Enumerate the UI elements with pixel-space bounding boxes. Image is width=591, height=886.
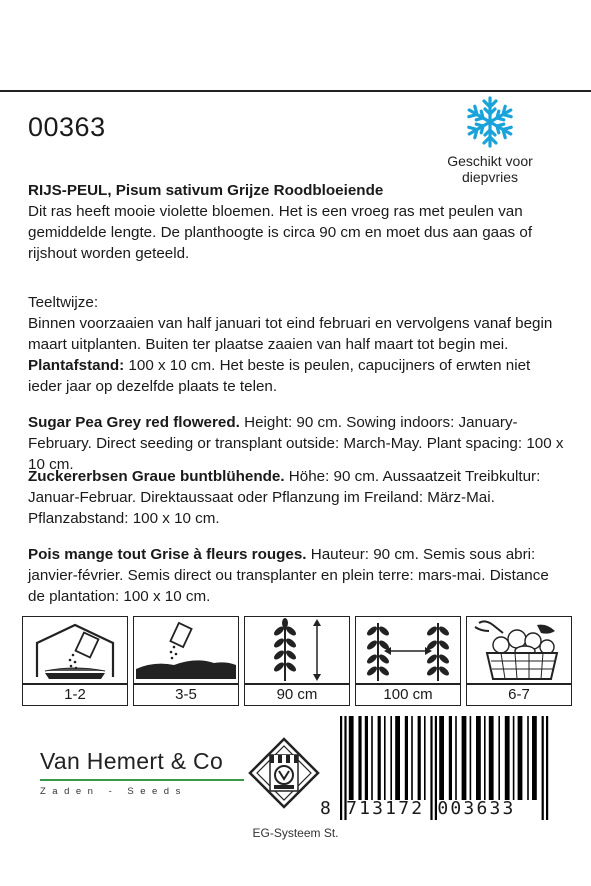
- barcode-bar: [439, 716, 444, 800]
- plant-height-box: [244, 616, 350, 706]
- outdoor-sowing-icon: [134, 617, 238, 683]
- barcode-bar: [378, 716, 381, 800]
- plant-spacing-box: [355, 616, 461, 706]
- barcode-bar: [498, 716, 500, 800]
- vhc-diamond-logo-icon: [248, 737, 320, 809]
- plant-spacing-icon: [356, 617, 460, 683]
- barcode-bar: [390, 716, 392, 800]
- cultivation-icons: [22, 616, 570, 708]
- teeltwijze-heading: Teeltwijze:: [28, 294, 99, 311]
- harvest-label: 6-7: [466, 684, 572, 706]
- barcode-bar: [449, 716, 452, 800]
- harvest-box: [466, 616, 572, 706]
- outdoor-sowing-box: [133, 616, 239, 706]
- plant-height-label: 90 cm: [244, 684, 350, 706]
- teeltwijze-text: Binnen voorzaaien van half januari tot eind februari en vervolgens vanaf begin maart uitplanten. Buiten ter plaatse zaaien van half maart tot begin mei. Plantafstand: 100 x 10 cm. Het beste is peulen, capucijners of erwten niet ieder jaar op dezelfde plaats te telen.: [28, 315, 553, 395]
- barcode-bar: [489, 716, 494, 800]
- brand-name: Van Hemert & Co: [40, 748, 224, 774]
- french-description: Pois mange tout Grise à fleurs rouges. Hauteur: 90 cm. Semis sous abri: janvier-février. Semis direct ou transplanter en plein terre: mars-mai. Distance de plantation: 100 x 10 cm.: [28, 546, 549, 605]
- indoor-sowing-box: [22, 616, 128, 706]
- product-description: Dit ras heeft mooie violette bloemen. Het is een vroeg ras met peulen van gemiddelde lengte. De planthoogte is circa 90 cm en moet dus aan gaas of rijshout worden geteeld.: [28, 203, 533, 262]
- barcode-digits: 8 713172 003633: [320, 798, 516, 819]
- barcode-bar: [358, 716, 361, 800]
- barcode-bar: [513, 716, 515, 800]
- brand-block: [40, 748, 244, 797]
- harvest-basket-icon: [467, 617, 571, 683]
- barcode-bar: [405, 716, 408, 800]
- barcode-bar: [418, 716, 421, 800]
- barcode-bar: [365, 716, 368, 800]
- plant-height-icon: [245, 617, 349, 683]
- english-description: Sugar Pea Grey red flowered. Height: 90 cm. Sowing indoors: January-February. Direct seeding or transplant outside: March-May. Plant spacing: 100 x 10 cm.: [28, 414, 564, 473]
- barcode-bar: [470, 716, 472, 800]
- freezer-label: Geschikt voor diepvries: [447, 153, 533, 185]
- barcode-bar: [484, 716, 486, 800]
- brand-divider: [40, 779, 244, 781]
- certification-text: EG-Systeem St.: [252, 826, 339, 840]
- product-code: 00363: [28, 112, 106, 142]
- plant-spacing-label: 100 cm: [355, 684, 461, 706]
- snowflake-icon: [463, 95, 517, 149]
- outdoor-sowing-label: 3-5: [133, 684, 239, 706]
- barcode-bar: [395, 716, 400, 800]
- barcode-bar: [424, 716, 426, 800]
- barcode-bar: [518, 716, 523, 800]
- barcode-bar: [455, 716, 457, 800]
- barcode-bar: [411, 716, 413, 800]
- freezer-suitable-badge: [420, 95, 560, 185]
- barcode-bar: [476, 716, 481, 800]
- indoor-sowing-icon: [23, 617, 127, 683]
- barcode-bar: [527, 716, 529, 800]
- barcode-bar: [505, 716, 510, 800]
- top-divider: [0, 90, 591, 92]
- indoor-sowing-label: 1-2: [22, 684, 128, 706]
- barcode-bar: [462, 716, 467, 800]
- barcode-bar: [384, 716, 386, 800]
- product-title: RIJS-PEUL, Pisum sativum Grijze Roodbloeiende: [28, 182, 384, 199]
- barcode-bar: [371, 716, 373, 800]
- plantafstand-label: Plantafstand:: [28, 357, 125, 374]
- barcode-bar: [532, 716, 537, 800]
- german-description: Zuckererbsen Graue buntblühende. Höhe: 90 cm. Aussaatzeit Treibkultur: Januar-Februar. Direktaussaat oder Pflanzung im Freiland: März-Mai. Pflanzabstand: 100 x 10 cm.: [28, 468, 541, 527]
- brand-tagline: Zaden - Seeds: [40, 786, 187, 797]
- barcode-bar: [349, 716, 354, 800]
